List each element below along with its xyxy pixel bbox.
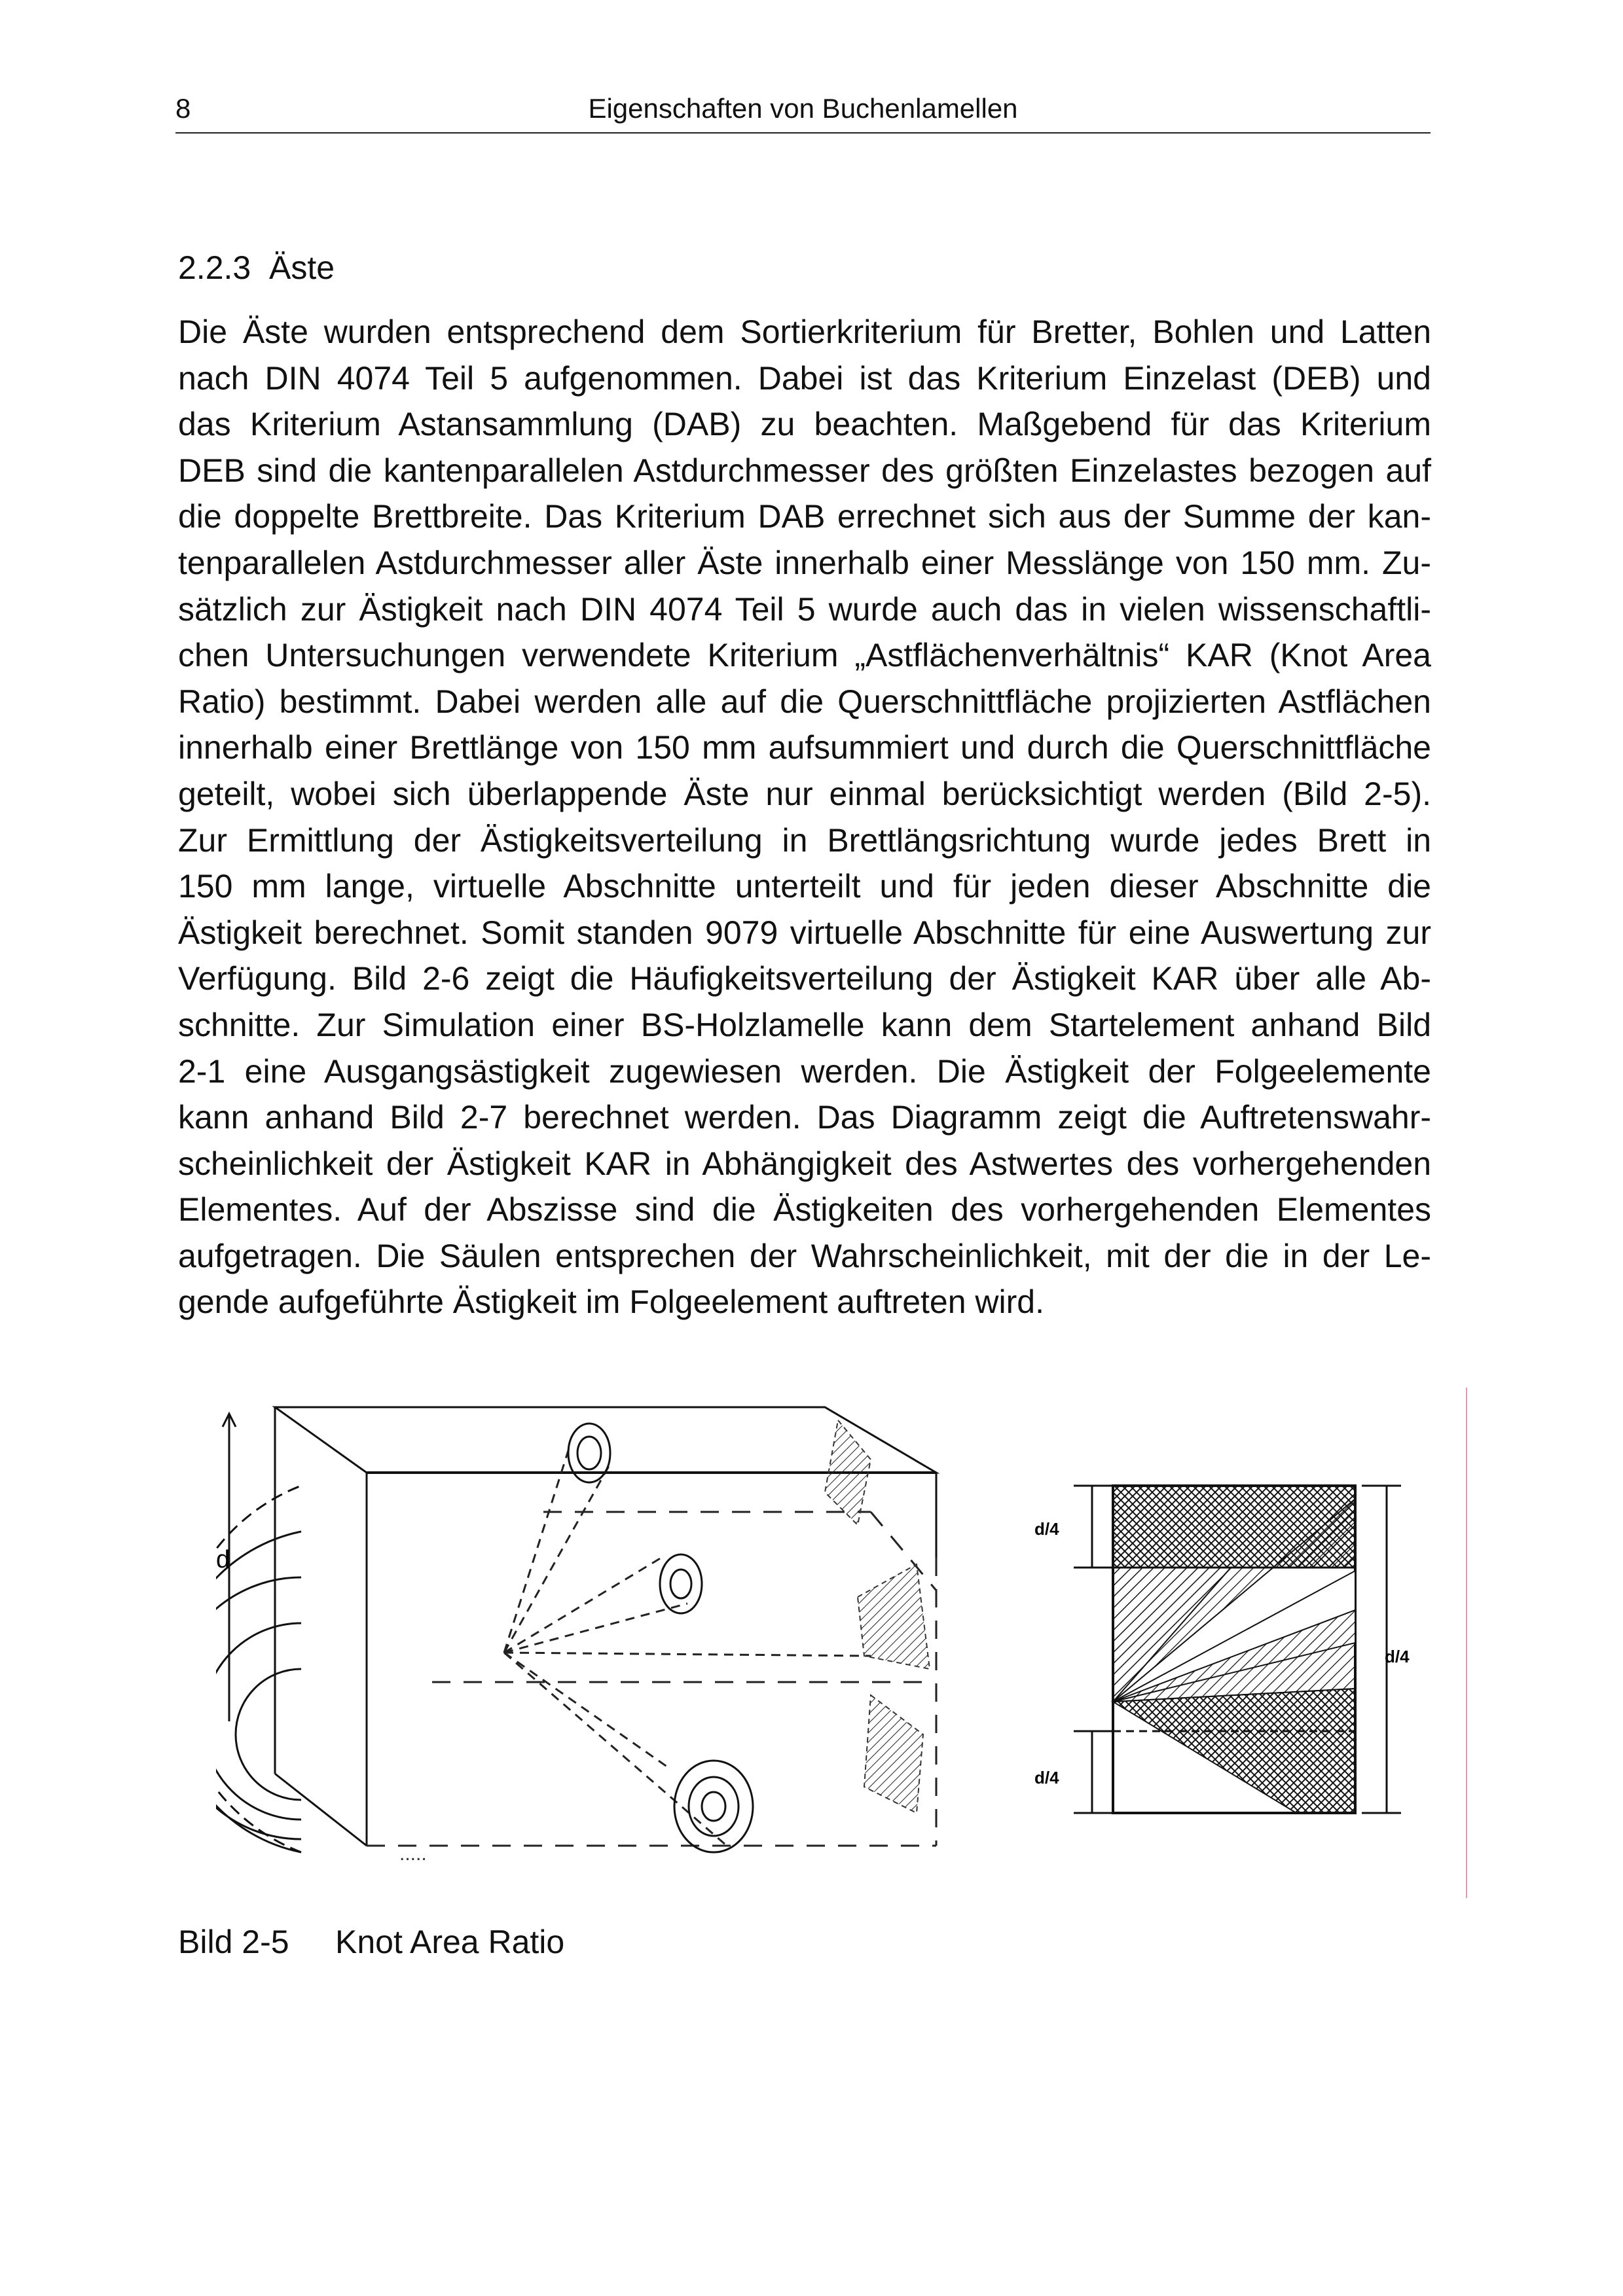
paragraph-line: chen Untersuchungen verwendete Kriterium „Astflächenverhältnis“ KAR (Knot Area [178,637,1431,674]
paragraph-line: 2-1 eine Ausgangsästigkeit zugewiesen werden. Die Ästigkeit der Folgeelemente [178,1052,1431,1090]
dimension-label-bottom: d/4 [1034,1768,1059,1787]
paragraph-line: tenparallelen Astdurchmesser aller Äste innerhalb einer Messlänge von 150 mm. Zu- [178,544,1431,581]
paragraph-line: innerhalb einer Brettlänge von 150 mm aufsummiert und durch die Querschnittfläche [178,729,1431,766]
paragraph-line: gende aufgeführte Ästigkeit im Folgeelement auftreten wird. [178,1283,1044,1321]
body-paragraph [178,309,1431,1325]
paragraph-line: Zur Ermittlung der Ästigkeitsverteilung in Brettlängsrichtung wurde jedes Brett in [178,821,1431,859]
paragraph-line: Elementes. Auf der Abszisse sind die Ästigkeiten des vorhergehenden Elementes [178,1191,1431,1229]
page-header [175,92,1431,134]
paragraph-line: Verfügung. Bild 2-6 zeigt die Häufigkeitsverteilung der Ästigkeit KAR über alle Ab- [178,960,1431,997]
page-number: 8 [175,93,191,124]
running-title: Eigenschaften von Buchenlamellen [588,93,1018,124]
knot-area-fills [1113,1486,1355,1813]
caption-number: Bild 2-5 [178,1924,289,1960]
paragraph-line: aufgetragen. Die Säulen entsprechen der Wahrscheinlichkeit, mit der die in der Le- [178,1237,1431,1274]
paragraph-line: geteilt, wobei sich überlappende Äste nur einmal berücksichtigt werden (Bild 2-5). [178,775,1431,812]
paragraph-line: schnitte. Zur Simulation einer BS-Holzlamelle kann dem Startelement anhand Bild [178,1006,1431,1043]
left-dimension-label: d [216,1546,230,1573]
paragraph-line: Ästigkeit berechnet. Somit standen 9079 virtuelle Abschnitte für eine Auswertung zur [178,914,1431,951]
paragraph-line: DEB sind die kantenparallelen Astdurchmesser des größten Einzelastes bezogen auf [178,452,1431,489]
paragraph-line: scheinlichkeit der Ästigkeit KAR in Abhängigkeit des Astwertes des vorhergehenden [178,1145,1431,1182]
paragraph-line: kann anhand Bild 2-7 berechnet werden. Das Diagramm zeigt die Auftretenswahr- [178,1099,1431,1136]
caption-text: Knot Area Ratio [335,1924,565,1960]
margin-mark [1466,1388,1467,1898]
knot-projection-hatch [825,1420,930,1813]
figure-caption [178,1923,564,1961]
dimension-label-side: d/4 [1385,1647,1410,1666]
paragraph-line: sätzlich zur Ästigkeit nach DIN 4074 Teil 5 wurde auch das in vielen wissenschaftli- [178,590,1431,628]
paragraph-line: Ratio) bestimmt. Dabei werden alle auf die Querschnittfläche projizierten Astflächen [178,683,1431,720]
paragraph-line: nach DIN 4074 Teil 5 aufgenommen. Dabei ist das Kriterium Einzelast (DEB) und [178,359,1431,397]
hidden-edges [367,1512,936,1846]
dimension-label-top: d/4 [1034,1519,1059,1539]
paragraph-line: die doppelte Brettbreite. Das Kriterium DAB errechnet sich aus der Summe der kan- [178,498,1431,535]
section-heading: 2.2.3 Äste [178,249,335,286]
knot-cones [504,1446,871,1846]
paragraph-line: Die Äste wurden entsprechend dem Sortierkriterium für Bretter, Bohlen und Latten [178,314,1431,350]
paragraph-line: das Kriterium Astansammlung (DAB) zu beachten. Maßgebend für das Kriterium [178,406,1431,443]
knot-board-diagram [216,1394,982,1865]
cross-section-diagram [1015,1473,1421,1826]
svg-text:.....: ..... [399,1843,427,1865]
paragraph-line: 150 mm lange, virtuelle Abschnitte unterteilt und für jeden dieser Abschnitte die [178,868,1431,905]
